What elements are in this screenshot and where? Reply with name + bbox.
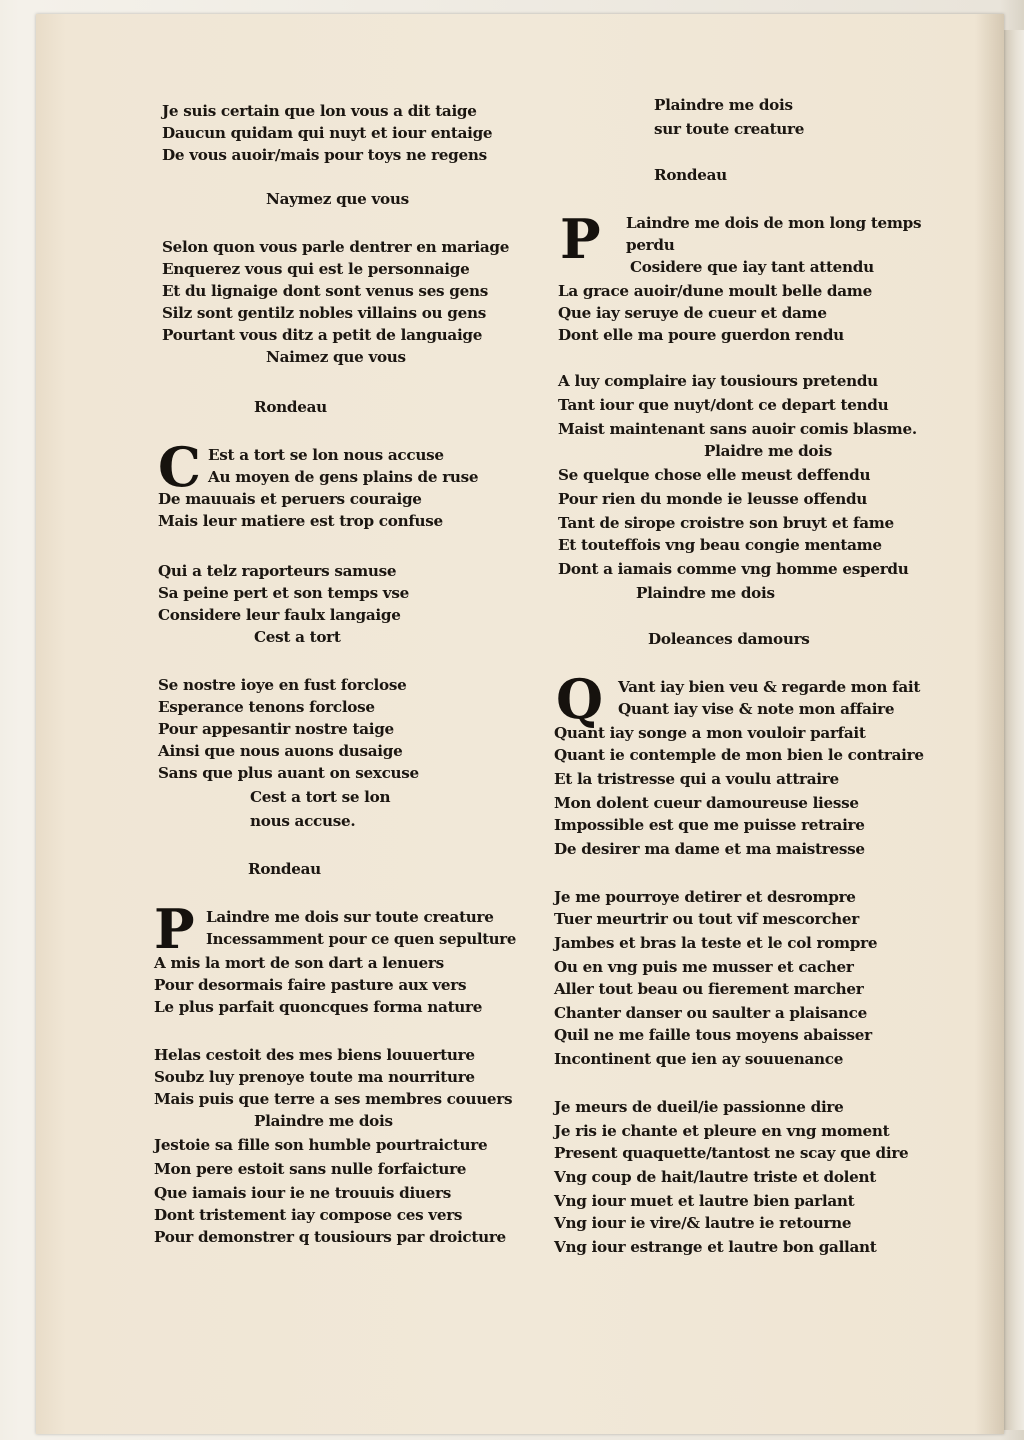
verse-line: Que iay seruye de cueur et dame (558, 304, 827, 322)
verse-line: Quil ne me faille tous moyens abaisser (554, 1026, 872, 1044)
verse-line: De vous auoir/mais pour toys ne regens (162, 146, 487, 164)
initial-capital: C (158, 435, 201, 499)
verse-line: A mis la mort de son dart a lenuers (154, 954, 444, 972)
verse-line: Chanter danser ou saulter a plaisance (554, 1004, 867, 1022)
verse-line: Quant iay songe a mon vouloir parfait (554, 724, 866, 742)
verse-line: Mais puis que terre a ses membres couuers (154, 1090, 513, 1108)
verse-line: Je meurs de dueil/ie passionne dire (554, 1098, 844, 1116)
verse-line: Je ris ie chante et pleure en vng moment (554, 1122, 890, 1140)
verse-line: Pour appesantir nostre taige (158, 720, 394, 738)
verse-line: Tuer meurtrir ou tout vif mescorcher (554, 910, 859, 928)
verse-line: De desirer ma dame et ma maistresse (554, 840, 865, 858)
verse-line: Dont tristement iay compose ces vers (154, 1206, 463, 1224)
verse-line: Esperance tenons forclose (158, 698, 375, 716)
verse-line: Quant ie contemple de mon bien le contraire (554, 746, 924, 764)
verse-line: Mais leur matiere est trop confuse (158, 512, 443, 530)
verse-line: perdu (626, 236, 675, 254)
verse-line: Qui a telz raporteurs samuse (158, 562, 397, 580)
verse-line: Laindre me dois de mon long temps (626, 214, 922, 232)
verse-line: Au moyen de gens plains de ruse (208, 468, 479, 486)
verse-line: Pour desormais faire pasture aux vers (154, 976, 467, 994)
section-heading: Rondeau (248, 860, 321, 878)
verse-line: Soubz luy prenoye toute ma nourriture (154, 1068, 475, 1086)
refrain-line: Cest a tort se lon (250, 788, 391, 806)
refrain-heading: Naymez que vous (266, 190, 409, 208)
verse-line: Sans que plus auant on sexcuse (158, 764, 419, 782)
refrain-line: Plaindre me dois (636, 584, 775, 602)
section-heading: Doleances damours (648, 630, 810, 648)
verse-line: Mon pere estoit sans nulle forfaicture (154, 1160, 467, 1178)
verse-line: Et la tristresse qui a voulu attraire (554, 770, 839, 788)
verse-line: Et touteffois vng beau congie mentame (558, 536, 882, 554)
verse-line: Cosidere que iay tant attendu (630, 258, 874, 276)
refrain-line: Naimez que vous (266, 348, 406, 366)
verse-line: Pourtant vous ditz a petit de languaige (162, 326, 483, 344)
verse-line: Maist maintenant sans auoir comis blasme. (558, 420, 917, 438)
next-page-edge (1004, 30, 1024, 1430)
verse-line: Sa peine pert et son temps vse (158, 584, 409, 602)
refrain-line: Cest a tort (254, 628, 341, 646)
verse-line: Et du lignaige dont sont venus ses gens (162, 282, 488, 300)
verse-line: Present quaquette/tantost ne scay que dire (554, 1144, 909, 1162)
section-heading: Rondeau (654, 166, 727, 184)
verse-line: Le plus parfait quoncques forma nature (154, 998, 483, 1016)
verse-line: Aller tout beau ou fierement marcher (554, 980, 864, 998)
verse-line: Vant iay bien veu & regarde mon fait (618, 678, 921, 696)
verse-line: Vng iour muet et lautre bien parlant (554, 1192, 855, 1210)
verse-line: De mauuais et peruers couraige (158, 490, 422, 508)
verse-line: Pour rien du monde ie leusse offendu (558, 490, 868, 508)
verse-line: Je suis certain que lon vous a dit taige (162, 102, 477, 120)
verse-line: Considere leur faulx langaige (158, 606, 401, 624)
verse-line: A luy complaire iay tousiours pretendu (558, 372, 878, 390)
verse-line: Tant iour que nuyt/dont ce depart tendu (558, 396, 889, 414)
refrain-line: nous accuse. (250, 812, 356, 830)
verse-line: Silz sont gentilz nobles villains ou gens (162, 304, 486, 322)
verse-line: Dont elle ma poure guerdon rendu (558, 326, 844, 344)
book-page (36, 14, 1004, 1434)
verse-line: La grace auoir/dune moult belle dame (558, 282, 872, 300)
verse-line: Ou en vng puis me musser et cacher (554, 958, 854, 976)
verse-line: Selon quon vous parle dentrer en mariage (162, 238, 510, 256)
verse-line: Pour demonstrer q tousiours par droicture (154, 1228, 506, 1246)
initial-capital: P (154, 897, 195, 961)
verse-line: Quant iay vise & note mon affaire (618, 700, 895, 718)
verse-line: Est a tort se lon nous accuse (208, 446, 444, 464)
verse-line: Laindre me dois sur toute creature (206, 908, 494, 926)
verse-line: Vng iour ie vire/& lautre ie retourne (554, 1214, 852, 1232)
verse-line: Daucun quidam qui nuyt et iour entaige (162, 124, 493, 142)
refrain-line: Plaidre me dois (704, 442, 832, 460)
verse-line: Jestoie sa fille son humble pourtraicture (154, 1136, 488, 1154)
verse-line: Vng iour estrange et lautre bon gallant (554, 1238, 877, 1256)
verse-line: Incontinent que ien ay souuenance (554, 1050, 844, 1068)
verse-line: Impossible est que me puisse retraire (554, 816, 865, 834)
verse-line: Se nostre ioye en fust forclose (158, 676, 407, 694)
verse-line: Que iamais iour ie ne trouuis diuers (154, 1184, 451, 1202)
verse-line: Helas cestoit des mes biens louuerture (154, 1046, 475, 1064)
refrain-line: Plaindre me dois (654, 96, 793, 114)
verse-line: Vng coup de hait/lautre triste et dolent (554, 1168, 876, 1186)
verse-line: Je me pourroye detirer et desrompre (554, 888, 856, 906)
verse-line: Dont a iamais comme vng homme esperdu (558, 560, 909, 578)
verse-line: Tant de sirope croistre son bruyt et fame (558, 514, 894, 532)
refrain-line: sur toute creature (654, 120, 805, 138)
verse-line: Incessamment pour ce quen sepulture (206, 930, 516, 948)
verse-line: Jambes et bras la teste et le col rompre (554, 934, 878, 952)
initial-capital: Q (556, 667, 603, 731)
verse-line: Mon dolent cueur damoureuse liesse (554, 794, 859, 812)
verse-line: Enquerez vous qui est le personnaige (162, 260, 470, 278)
refrain-line: Plaindre me dois (254, 1112, 393, 1130)
initial-capital: P (560, 207, 601, 271)
verse-line: Se quelque chose elle meust deffendu (558, 466, 871, 484)
verse-line: Ainsi que nous auons dusaige (158, 742, 403, 760)
section-heading: Rondeau (254, 398, 327, 416)
